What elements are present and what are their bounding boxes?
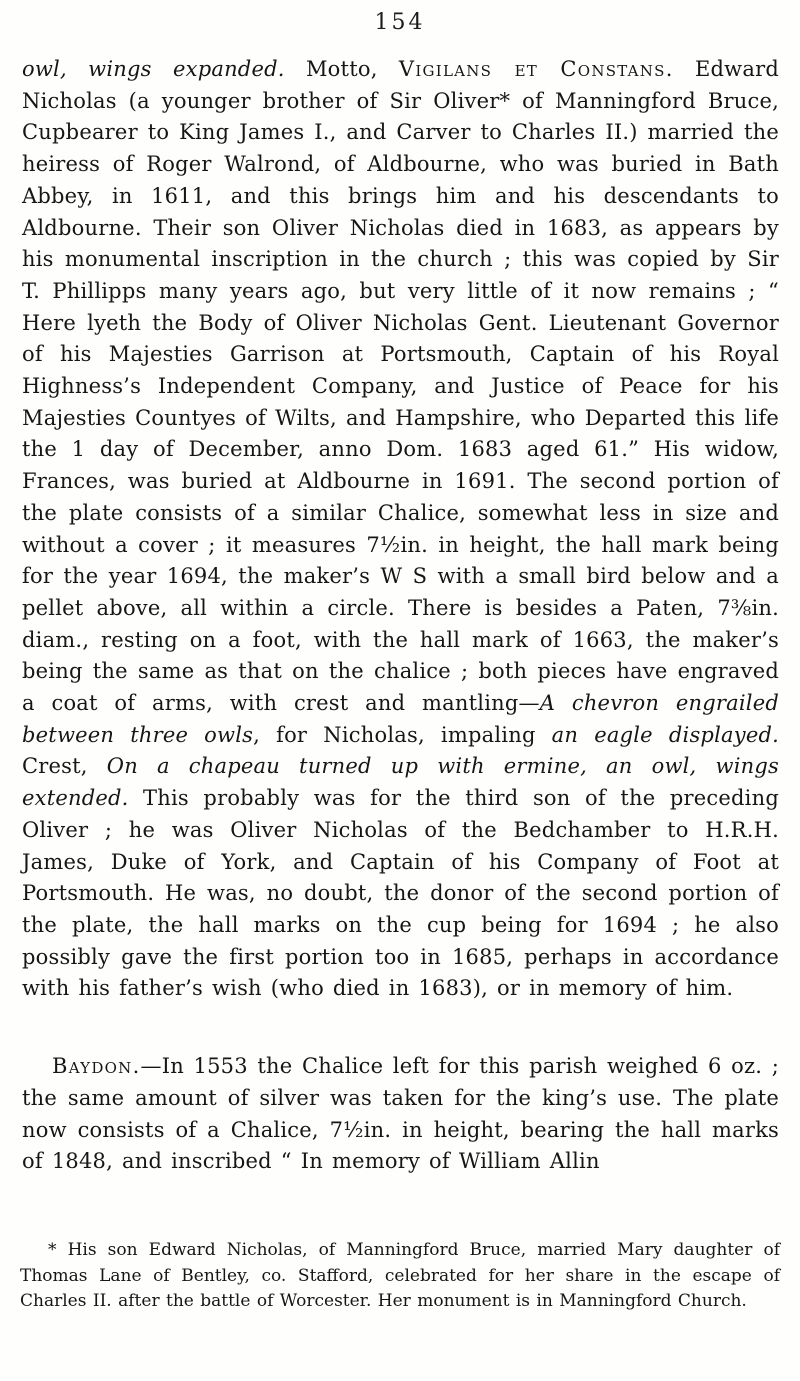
page-number: 154 [374, 10, 426, 35]
paragraph-baydon-entry: Baydon.—In 1553 the Chalice left for this parish weighed 6 oz. ; the same amount of silver was taken for the king’s use. The plate now consists of a Chalice, 7½in. in height, bearing the hall marks of 1848, and inscribed “ In memory of William Allin [22, 1054, 779, 1174]
paragraph-aldbourne-continuation: owl, wings expanded. Motto, Vigilans et Constans. Edward Nicholas (a younger brother of Sir Oliver* of Manningford Bruce, Cupbearer to King James I., and Carver to Charles II.) married the heiress of Roger Walrond, of Aldbourne, who was buried in Bath Abbey, in 1611, and this brings him and his descendants to Aldbourne. Their son Oliver Nicholas died in 1683, as appears by his monumental inscription in the church ; this was copied by Sir T. Phillipps many years ago, but very little of it now remains ; “ Here lyeth the Body of Oliver Nicholas Gent. Lieutenant Governor of his Majesties Garrison at Portsmouth, Captain of his Royal Highness’s Independent Company, and Justice of Peace for his Majesties Countyes of Wilts, and Hampshire, who Departed this life the 1 day of December, anno Dom. 1683 aged 61.” His widow, Frances, was buried at Aldbourne in 1691. The second portion of the plate consists of a similar Chalice, somewhat less in size and without a cover ; it measures 7½in. in height, the hall mark being for the year 1694, the maker’s W S with a small bird below and a pellet above, all within a circle. There is besides a Paten, 7⅜in. diam., resting on a foot, with the hall mark of 1663, the maker’s being the same as that on the chalice ; both pieces have engraved a coat of arms, with crest and mantling—A chevron engrailed between three owls, for Nicholas, impaling an eagle displayed. Crest, On a chapeau turned up with ermine, an owl, wings extended. This probably was for the third son of the preceding Oliver ; he was Oliver Nicholas of the Bedchamber to H.R.H. James, Duke of York, and Captain of his Company of Foot at Portsmouth. He was, no doubt, the donor of the second portion of the plate, the hall marks on the cup being for 1694 ; he also possibly gave the first portion too in 1685, perhaps in accordance with his father’s wish (who died in 1683), or in memory of him. [22, 57, 779, 1001]
footnote: * His son Edward Nicholas, of Manningford Bruce, married Mary daughter of Thomas Lane of Bentley, co. Stafford, celebrated for her share in the escape of Charles II. after the battle of Worcester. Her monument is in Manningford Church. [20, 1240, 780, 1311]
main-text-block [22, 54, 779, 1178]
